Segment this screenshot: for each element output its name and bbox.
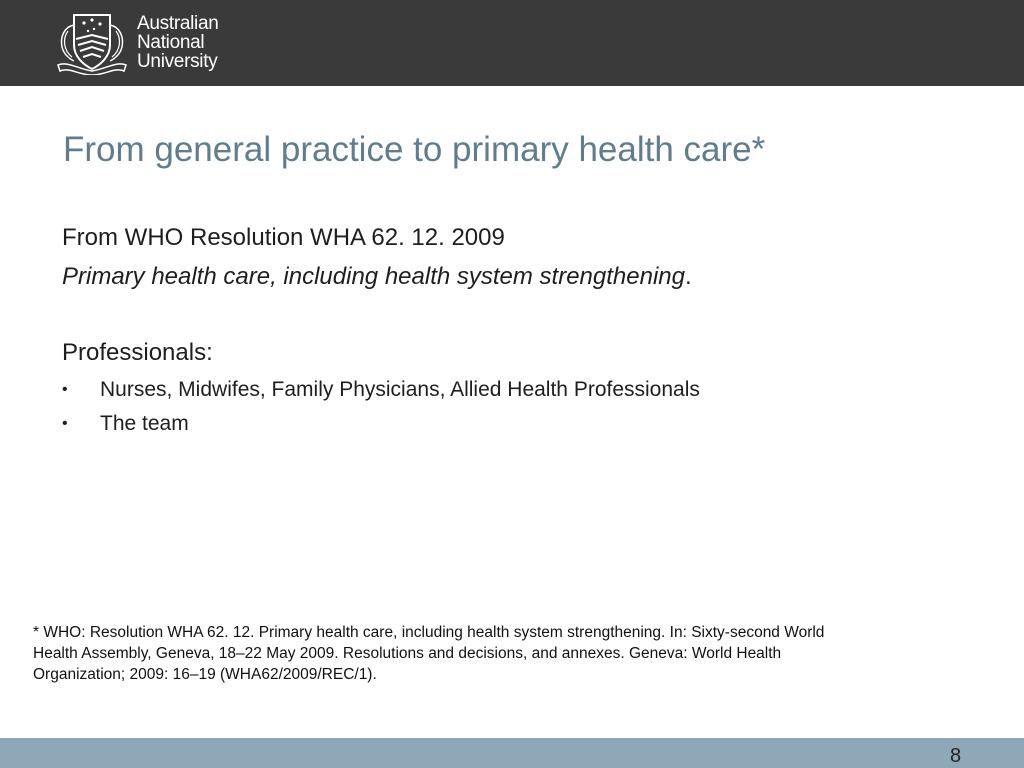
- footnote-line: Organization; 2009: 16–19 (WHA62/2009/REC/1).: [33, 666, 377, 683]
- page-number: 8: [950, 745, 962, 767]
- intro-line: From WHO Resolution WHA 62. 12. 2009: [62, 224, 505, 251]
- footnote-line: * WHO: Resolution WHA 62. 12. Primary health care, including health system strengthening. In: Sixty-second World: [33, 624, 825, 641]
- logo-line-3: University: [137, 51, 218, 72]
- logo-line-2: National: [137, 32, 205, 53]
- bullet-text: Nurses, Midwifes, Family Physicians, Allied Health Professionals: [100, 378, 700, 401]
- footnote: [33, 622, 973, 685]
- university-logo-text: [137, 14, 219, 71]
- header-bar: [0, 0, 1024, 86]
- bullet-icon: •: [62, 415, 68, 432]
- anu-crest-icon: [54, 11, 130, 75]
- footnote-line: Health Assembly, Geneva, 18–22 May 2009. Resolutions and decisions, and annexes. Geneva: World Health: [33, 645, 782, 662]
- professionals-label: Professionals:: [62, 339, 213, 366]
- footer-bar: [0, 738, 1024, 768]
- logo-line-1: Australian: [137, 13, 219, 34]
- bullet-text: The team: [100, 412, 189, 435]
- bullet-icon: •: [62, 381, 68, 398]
- resolution-title-period: .: [685, 263, 692, 290]
- resolution-title: Primary health care, including health system strengthening: [62, 263, 685, 290]
- intro-italic-line: [62, 263, 692, 291]
- slide-title: From general practice to primary health care*: [63, 130, 766, 169]
